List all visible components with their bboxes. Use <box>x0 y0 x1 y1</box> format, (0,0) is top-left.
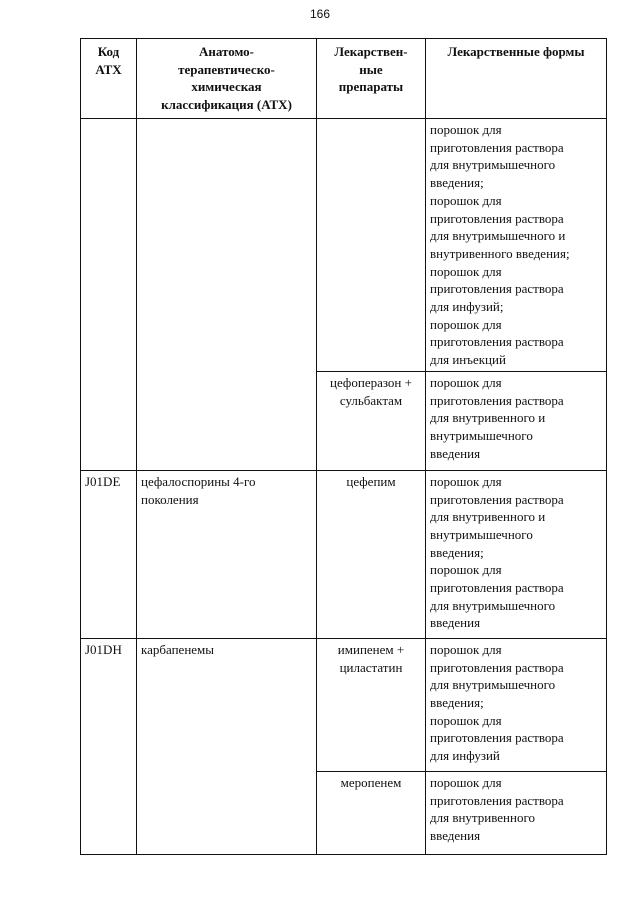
cell-dosage-forms: порошок для приготовления раствора для внутримышечного введения; порошок для приготовления раствора для инфузий <box>426 638 607 771</box>
cell-dosage-forms: порошок для приготовления раствора для внутривенного и внутримышечного введения; порошок для приготовления раствора для внутримышечного введения <box>426 470 607 638</box>
page-number: 166 <box>309 7 331 21</box>
cell-drug: цефоперазон + сульбактам <box>317 371 426 470</box>
table-row <box>81 470 607 638</box>
cell-code: J01DE <box>81 470 137 638</box>
cell-code: J01DH <box>81 638 137 854</box>
cell-dosage-forms: порошок для приготовления раствора для внутривенного введения <box>426 771 607 854</box>
cell-drug <box>317 119 426 372</box>
cell-classification <box>137 119 317 471</box>
table-row <box>81 638 607 771</box>
cell-dosage-forms: порошок для приготовления раствора для внутривенного и внутримышечного введения <box>426 371 607 470</box>
atx-drug-table <box>80 38 607 855</box>
table-row <box>81 119 607 372</box>
header-drugs: Лекарствен- ные препараты <box>317 39 426 119</box>
table-body <box>81 119 607 855</box>
cell-dosage-forms: порошок для приготовления раствора для внутримышечного введения; порошок для приготовления раствора для внутримышечного и внутривенного введения; порошок для приготовления раствора для инфузий; порошок для приготовления раствора для инъекций <box>426 119 607 372</box>
header-row <box>81 39 607 119</box>
cell-classification: карбапенемы <box>137 638 317 854</box>
header-atx-classification: Анатомо- терапевтическо- химическая классификация (АТХ) <box>137 39 317 119</box>
cell-drug: меропенем <box>317 771 426 854</box>
header-dosage-forms: Лекарственные формы <box>426 39 607 119</box>
cell-classification: цефалоспорины 4-го поколения <box>137 470 317 638</box>
cell-drug: имипенем + циластатин <box>317 638 426 771</box>
cell-drug: цефепим <box>317 470 426 638</box>
table-header <box>81 39 607 119</box>
cell-code <box>81 119 137 471</box>
header-code-atx: Код АТХ <box>81 39 137 119</box>
